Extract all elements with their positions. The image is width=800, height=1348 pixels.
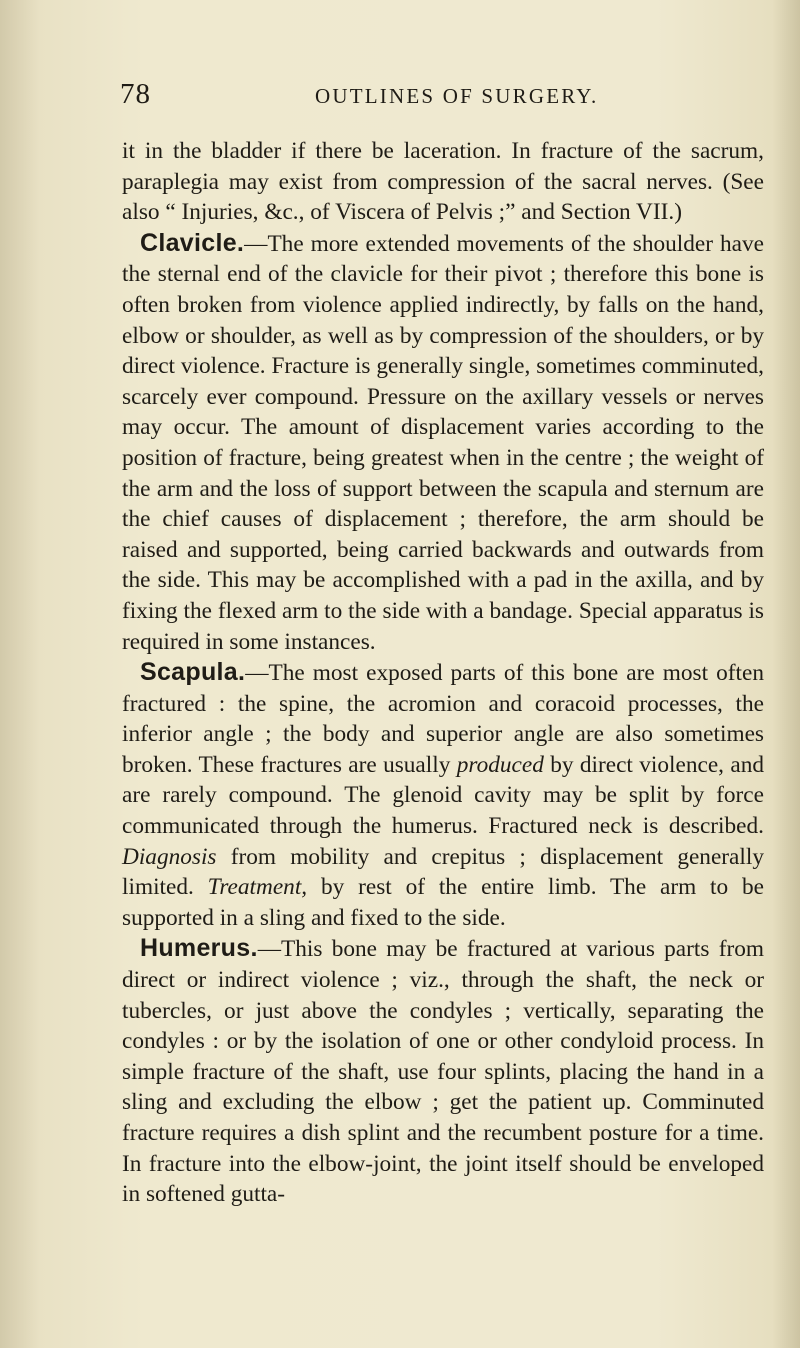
intro-paragraph (122, 136, 764, 228)
humerus-text: This bone may be fractured at various parts from direct or indirect violence ; viz., through the shaft, the neck or tubercles, or just above the condyles ; vertically, separating the condyles : or by the isolation of one or other condyloid process. In simple fracture of the shaft, use four splints, placing the hand in a sling and excluding the elbow ; get the patient up. Comminuted fracture requires a dish splint and the recumbent posture for a time. In fracture into the elbow-joint, the joint itself should be enveloped in softened gutta- (122, 936, 764, 1208)
intro-text: it in the bladder if there be laceration. In fracture of the sacrum, paraplegia may exist from compression of the sacral nerves. (See also “ Injuries, &c., of Viscera of Pelvis ;” and Section VII.) (122, 138, 764, 226)
scapula-italic-produced: produced (456, 751, 544, 778)
clavicle-text: The more extended movements of the shoulder have the sternal end of the clavicle for their pivot ; therefore this bone is often broken from violence applied indirectly, by falls on the hand, elbow or shoulder, as well as by compression of the shoulders, or by direct violence. Fracture is generally single, sometimes comminuted, scarcely ever compound. Pressure on the axillary vessels or nerves may occur. The amount of displacement varies according to the position of fracture, being greatest when in the centre ; the weight of the arm and the loss of support between the scapula and sternum are the chief causes of displacement ; therefore, the arm should be raised and supported, being carried backwards and outwards from the side. This may be accomplished with a pad in the axilla, and by fixing the flexed arm to the side with a bandage. Special apparatus is required in some instances. (122, 230, 764, 655)
humerus-heading: Humerus. (140, 934, 258, 963)
scapula-italic-diagnosis: Diagnosis (122, 843, 217, 870)
scapula-text-2: by direct violence, and are rarely compound. The glenoid cavity may be split by force communicated through the humerus. Fractured neck is described. (122, 751, 764, 840)
page-header (120, 78, 760, 118)
running-head: OUTLINES OF SURGERY. (315, 84, 599, 108)
heading-dash: — (244, 230, 268, 257)
body-text (122, 136, 764, 1210)
humerus-section (122, 933, 764, 1209)
scapula-italic-treatment: Treatment, (207, 874, 308, 901)
page-edge-shadow (0, 0, 40, 1348)
scapula-heading: Scapula. (140, 658, 246, 687)
clavicle-heading: Clavicle. (140, 228, 245, 257)
scapula-text-1: The most exposed parts of this bone are most often fractured : the spine, the acromion and coracoid processes, the inferior angle ; the body and superior angle are also sometimes broken. These fractures are usually (122, 660, 764, 778)
page-gutter-shadow (772, 0, 800, 1348)
scapula-text-3: from mobility and crepitus ; displacement generally limited. (122, 843, 764, 901)
clavicle-section (122, 228, 764, 657)
heading-dash: — (257, 936, 282, 963)
scapula-section (122, 657, 764, 933)
scapula-text-4: by rest of the entire limb. The arm to be supported in a sling and fixed to the side. (122, 874, 765, 931)
heading-dash: — (245, 660, 269, 687)
page-number: 78 (120, 78, 151, 110)
